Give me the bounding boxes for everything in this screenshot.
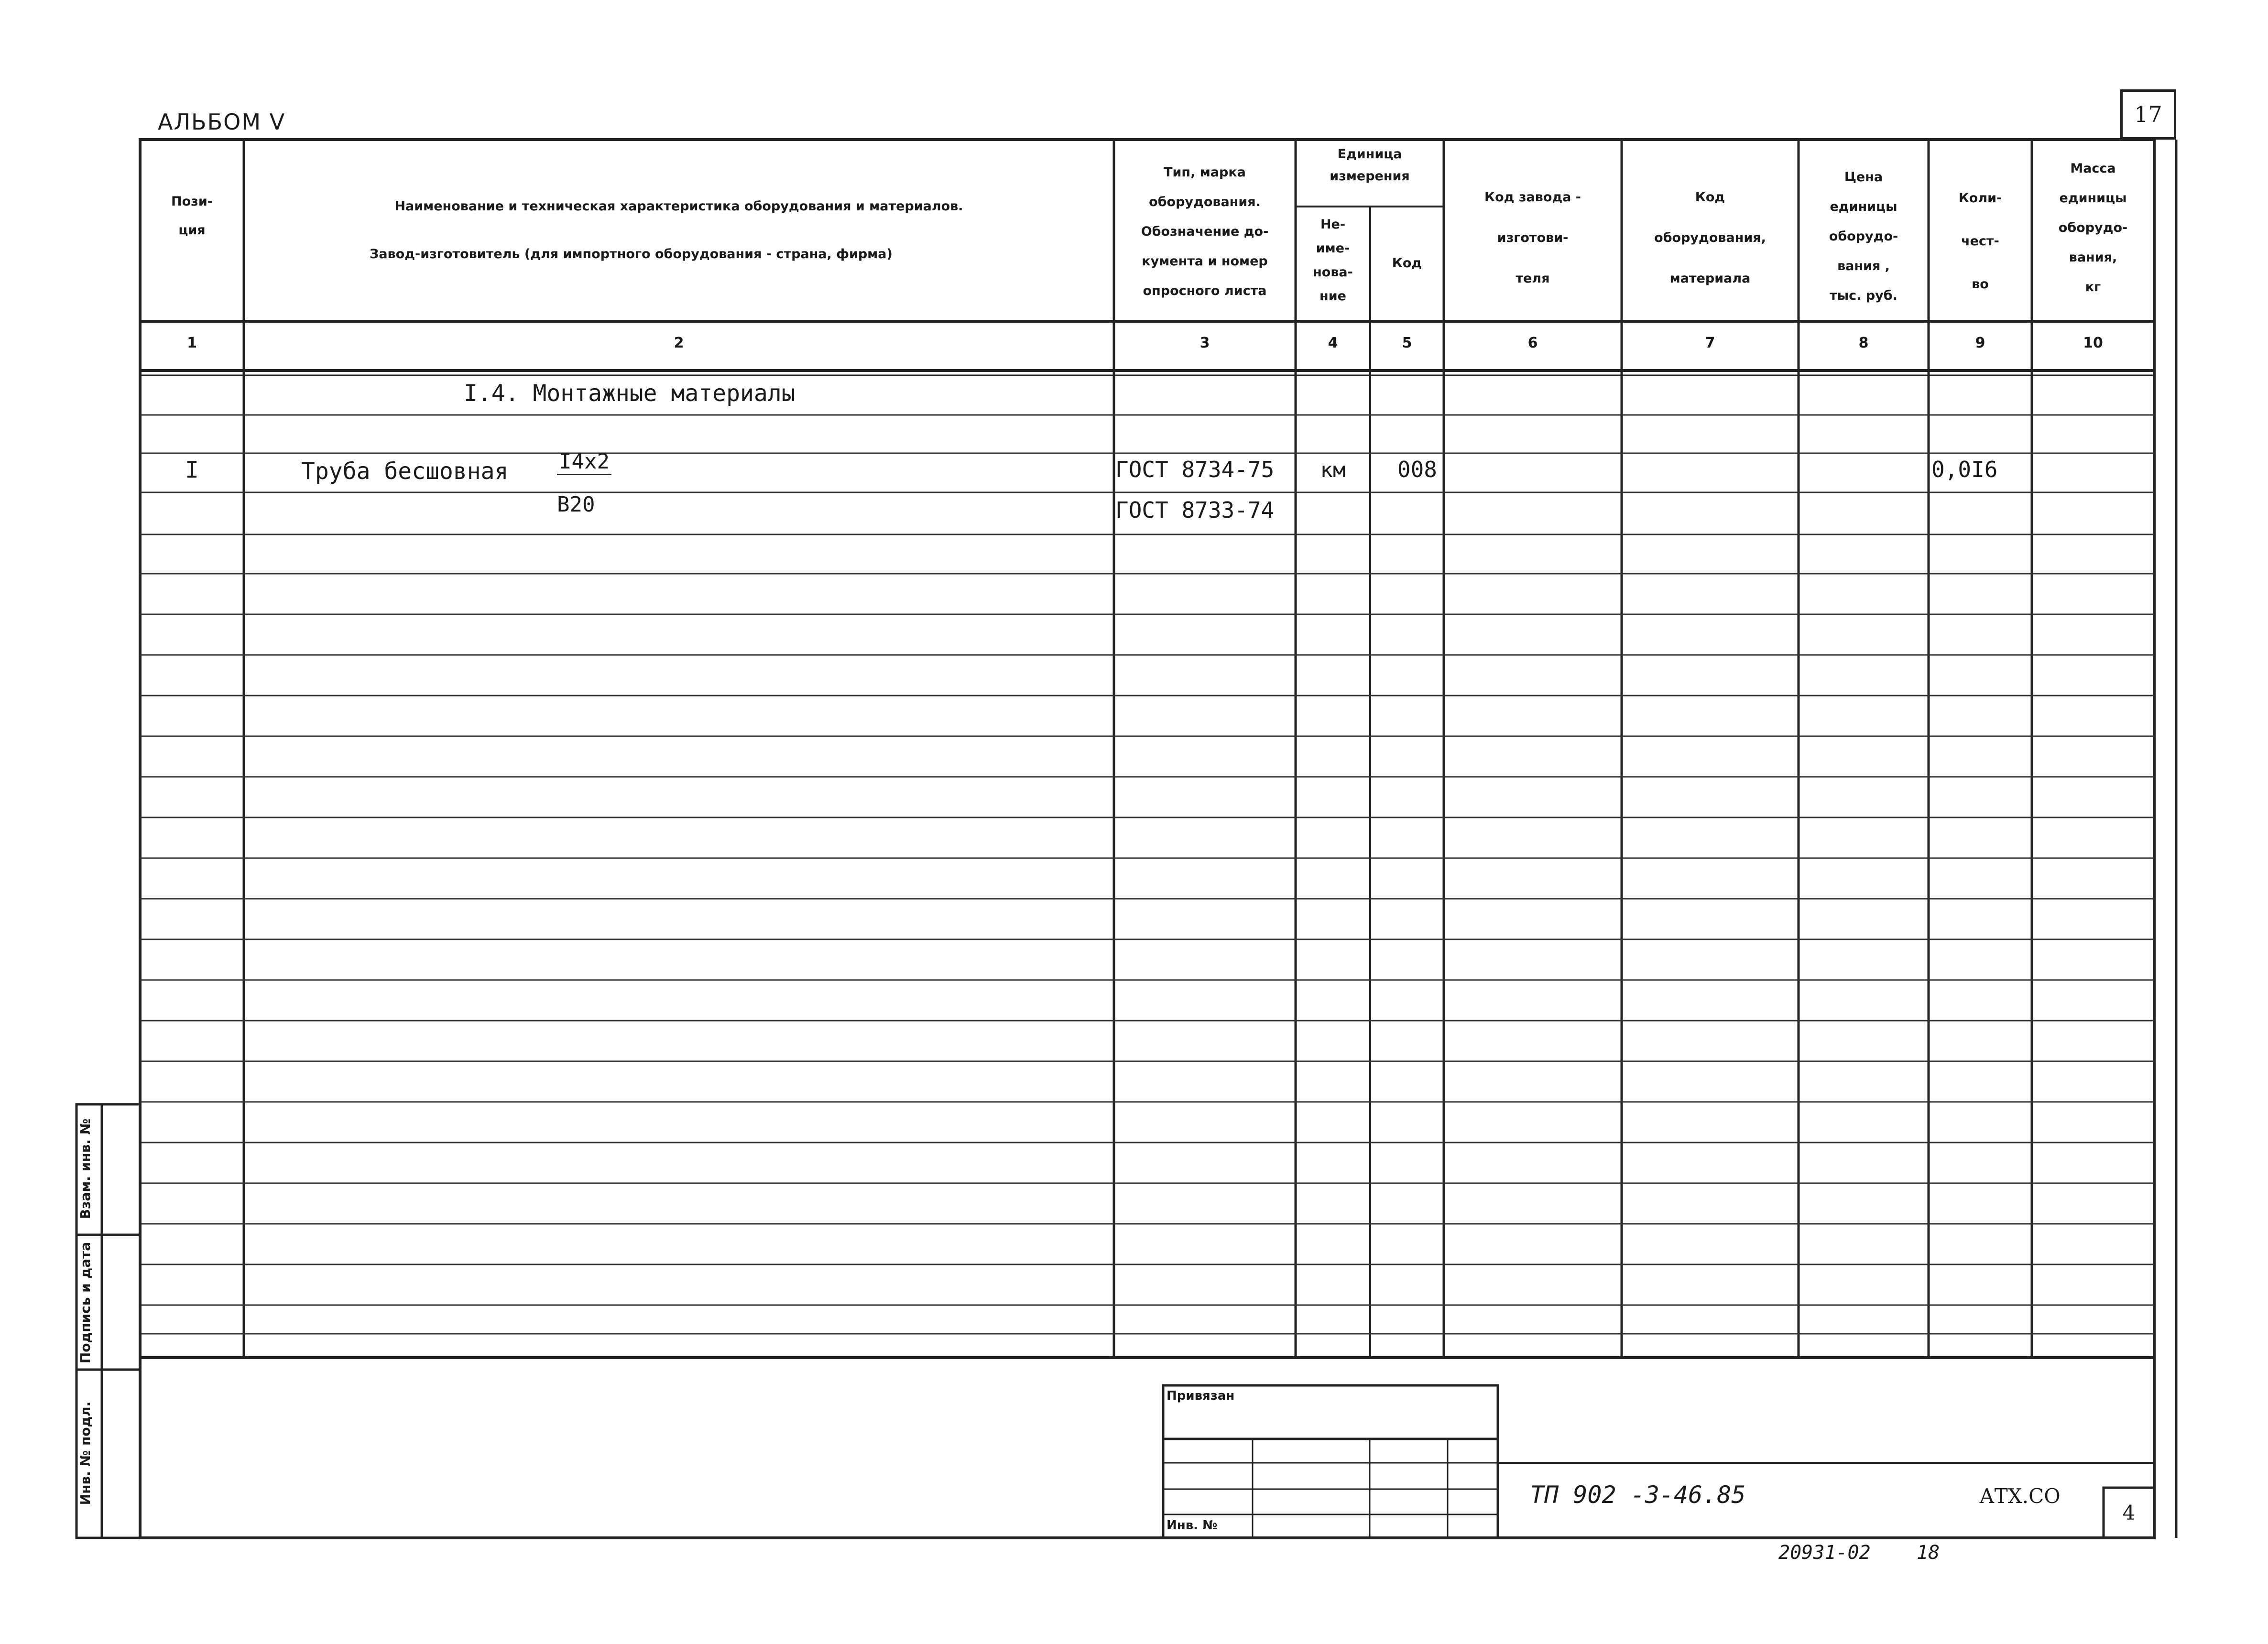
row-unit: км xyxy=(1320,458,1346,482)
header-col10-line5: кг xyxy=(2085,280,2101,294)
header-col3-line2: оборудования. xyxy=(1149,195,1261,209)
row-code: 008 xyxy=(1397,457,1437,482)
stamp-privyazan: Привязан xyxy=(1167,1389,1235,1403)
header-col7-line1: Код xyxy=(1695,190,1725,205)
header-mass xyxy=(2033,154,2153,302)
header-col8-line2: единицы xyxy=(1830,199,1897,214)
header-col3-line4: кумента и номер xyxy=(1142,254,1268,269)
header-col4-line4: ние xyxy=(1319,289,1346,304)
colnum-10: 10 xyxy=(2083,335,2103,351)
colnum-5: 5 xyxy=(1402,335,1412,351)
header-col3-line1: Тип, марка xyxy=(1164,165,1246,180)
fraction-bottom: В20 xyxy=(557,492,595,517)
header-price xyxy=(1799,163,1928,311)
colnum-3: 3 xyxy=(1199,335,1210,351)
header-unit-code: Код xyxy=(1392,256,1422,271)
header-col6-line1: Код завода - xyxy=(1484,190,1581,205)
header-col1-line2: ция xyxy=(178,223,206,238)
header-factory-code xyxy=(1445,177,1621,299)
colnum-1: 1 xyxy=(187,335,197,351)
header-col4-line1: Не- xyxy=(1320,217,1346,232)
colnum-6: 6 xyxy=(1527,335,1538,351)
header-unit-line1: Единица xyxy=(1337,147,1402,162)
header-col9-line2: чест- xyxy=(1961,234,1999,249)
header-col9-line1: Коли- xyxy=(1958,191,2002,206)
stamp-inv-no: Инв. № xyxy=(1167,1518,1218,1533)
footer-handwritten: 20931-02 18 xyxy=(1778,1542,1940,1564)
row-doc-1: ГОСТ 8734-75 xyxy=(1115,457,1275,482)
header-col8-line5: тыс. руб. xyxy=(1830,288,1897,303)
section-title: I.4. Монтажные материалы xyxy=(464,380,796,407)
header-col8-line3: оборудо- xyxy=(1829,229,1898,244)
header-col10-line4: вания, xyxy=(2069,250,2117,265)
colnum-8: 8 xyxy=(1858,335,1869,351)
header-col4-line3: нова- xyxy=(1313,265,1353,280)
header-name xyxy=(249,183,1109,278)
colnum-7: 7 xyxy=(1705,335,1715,351)
row-position: I xyxy=(185,457,199,483)
row-quantity: 0,0I6 xyxy=(1931,457,1998,482)
sheet-number: 17 xyxy=(2120,89,2176,140)
row-name: Труба бесшовная xyxy=(301,458,509,485)
header-col2-line2: Завод-изготовитель (для импортного оборудования - страна, фирма) xyxy=(370,247,893,261)
fraction-top: I4x2 xyxy=(557,449,611,475)
header-material-code xyxy=(1623,177,1798,299)
header-col1-line1: Пози- xyxy=(171,194,213,209)
header-col8-line4: вания , xyxy=(1837,259,1890,273)
header-col4-line2: име- xyxy=(1316,241,1350,256)
header-col6-line2: изготови- xyxy=(1497,230,1569,245)
header-col10-line2: единицы xyxy=(2059,191,2127,206)
stamp-page: 4 xyxy=(2122,1501,2136,1524)
album-label: АЛЬБОМ V xyxy=(158,109,286,135)
stamp-designation: ТП 902 -3-46.85 xyxy=(1530,1481,1746,1509)
header-col7-line2: оборудования, xyxy=(1654,230,1766,245)
header-type xyxy=(1116,158,1293,306)
row-lines xyxy=(140,415,2154,1334)
colnum-2: 2 xyxy=(674,335,684,351)
header-col3-line3: Обозначение до- xyxy=(1141,224,1269,239)
header-position xyxy=(140,187,244,245)
header-col10-line3: оборудо- xyxy=(2058,220,2128,235)
header-col8-line1: Цена xyxy=(1844,170,1883,185)
row-doc-2: ГОСТ 8733-74 xyxy=(1115,497,1275,523)
header-col2-line1: Наименование и техническая характеристика оборудования и материалов. xyxy=(394,199,963,214)
colnum-4: 4 xyxy=(1328,335,1338,351)
stamp-code: АТХ.СО xyxy=(1979,1484,2061,1508)
header-unit-group xyxy=(1297,143,1443,187)
side-label-replace: Взам. инв. № xyxy=(77,1118,93,1219)
side-label-inventory: Инв. № подл. xyxy=(77,1401,93,1505)
header-col6-line3: теля xyxy=(1516,271,1550,286)
side-label-signature: Подпись и дата xyxy=(77,1241,93,1364)
colnum-9: 9 xyxy=(1975,335,1985,351)
header-unit-name xyxy=(1297,213,1369,308)
header-quantity xyxy=(1930,177,2031,306)
header-col10-line1: Масса xyxy=(2070,161,2116,176)
header-col7-line3: материала xyxy=(1669,271,1751,286)
header-unit-line2: измерения xyxy=(1330,169,1410,184)
header-col3-line5: опросного листа xyxy=(1143,283,1267,298)
header-col9-line3: во xyxy=(1972,277,1989,292)
